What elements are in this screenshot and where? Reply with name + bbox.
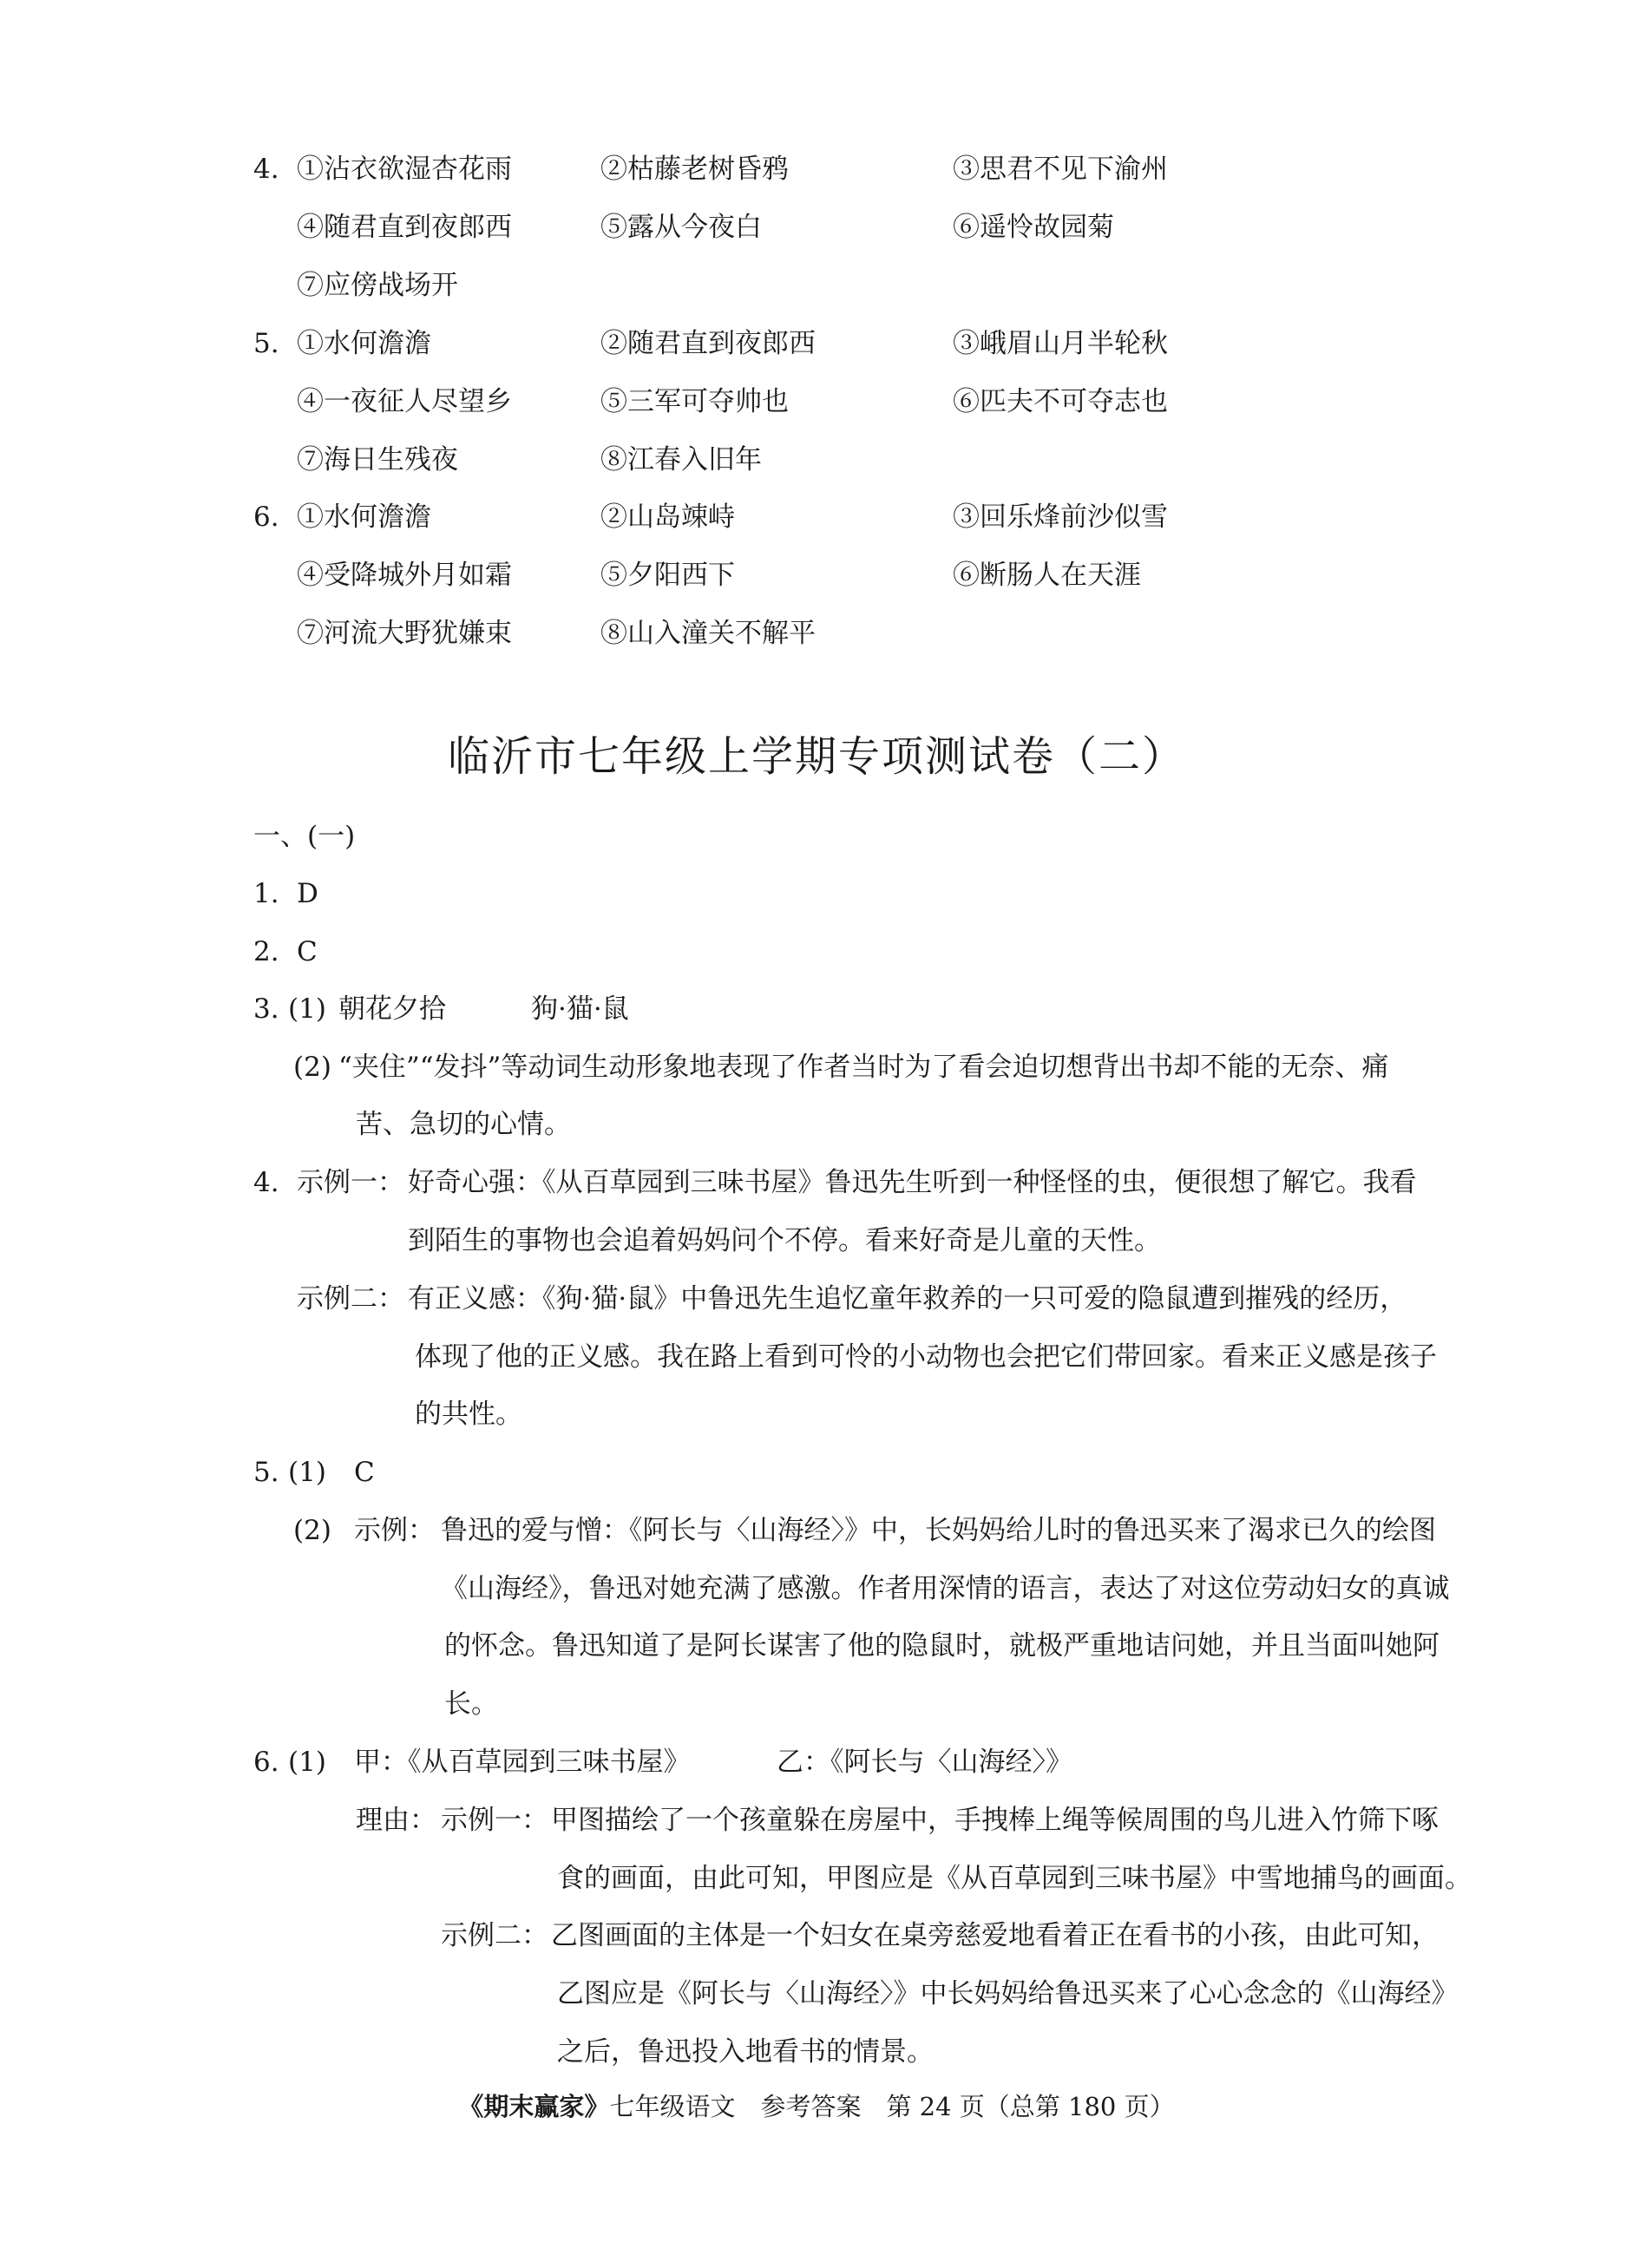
question-number: 5. <box>253 328 279 359</box>
example-label: 示例： <box>354 1515 435 1546</box>
question-number: 6. <box>253 1747 279 1778</box>
question-number: 1. <box>253 878 279 909</box>
answer-item: ①水何澹澹 <box>297 328 431 359</box>
answer-text: 甲图描绘了一个孩童躲在房屋中，手拽棒上绳等候周围的鸟儿进入竹筛下啄 <box>551 1805 1439 1836</box>
question-number: 2. <box>253 936 279 967</box>
answer-text: 乙：《阿长与〈山海经〉》 <box>777 1747 1072 1778</box>
answer-item: ⑤夕阳西下 <box>600 560 735 591</box>
reason-label: 理由： <box>356 1805 436 1836</box>
answer-item: ⑧山入潼关不解平 <box>600 618 816 649</box>
answer-text: 之后，鲁迅投入地看书的情景。 <box>557 2036 934 2068</box>
example-label: 示例一： <box>297 1167 404 1198</box>
answer-value: C <box>354 1457 375 1488</box>
part-heading: 一、(一) <box>253 821 356 852</box>
answer-item: ⑦海日生残夜 <box>297 444 458 475</box>
footer-text: 七年级语文 参考答案 第 24 页（总第 180 页） <box>609 2092 1175 2121</box>
answer-item: ⑧江春入旧年 <box>600 444 762 475</box>
question-number: 5. <box>253 1457 279 1488</box>
answer-item: ⑥断肠人在天涯 <box>953 560 1141 591</box>
question-number: 4. <box>253 1167 279 1198</box>
answer-text: 乙图画面的主体是一个妇女在桌旁慈爱地看着正在看书的小孩，由此可知， <box>551 1920 1439 1951</box>
sub-label: (1) <box>288 1747 326 1778</box>
answer-item: ②山岛竦峙 <box>600 501 735 533</box>
answer-item: ④随君直到夜郎西 <box>297 212 512 243</box>
answer-item: ③回乐烽前沙似雪 <box>953 501 1168 533</box>
answer-item: ④一夜征人尽望乡 <box>297 386 512 417</box>
answer-item: ②枯藤老树昏鸦 <box>600 154 789 185</box>
answer-item: ⑤露从今夜白 <box>600 212 762 243</box>
example-label: 示例一： <box>441 1805 548 1836</box>
answer-item: ③峨眉山月半轮秋 <box>953 328 1168 359</box>
example-label: 示例二： <box>297 1283 404 1314</box>
answer-text: 《山海经》，鲁迅对她充满了感激。作者用深情的语言，表达了对这位劳动妇女的真诚 <box>441 1573 1450 1604</box>
question-number: 6. <box>253 501 279 533</box>
answer-text: 有正义感：《狗·猫·鼠》中鲁迅先生追忆童年救养的一只可爱的隐鼠遭到摧残的经历， <box>408 1283 1407 1314</box>
answer-text: 食的画面，由此可知，甲图应是《从百草园到三味书屋》中雪地捕鸟的画面。 <box>557 1863 1472 1894</box>
answer-text: 好奇心强：《从百草园到三味书屋》鲁迅先生听到一种怪怪的虫，便很想了解它。我看 <box>408 1167 1417 1198</box>
answer-item: ④受降城外月如霜 <box>297 560 512 591</box>
answer-item: ⑦河流大野犹嫌束 <box>297 618 512 649</box>
answer-text: 的共性。 <box>415 1399 522 1430</box>
answer-item: ⑥匹夫不可夺志也 <box>953 386 1168 417</box>
sub-label: (2) <box>293 1052 331 1083</box>
answer-item: ⑤三军可夺帅也 <box>600 386 789 417</box>
answer-item: ②随君直到夜郎西 <box>600 328 816 359</box>
answer-item: ⑥遥怜故园菊 <box>953 212 1114 243</box>
page-footer <box>0 2094 1633 2120</box>
answer-item: ①沾衣欲湿杏花雨 <box>297 154 512 185</box>
answer-text: 苦、急切的心情。 <box>356 1109 571 1140</box>
book-title: 《期末赢家》 <box>458 2092 610 2121</box>
answer-item: ⑦应傍战场开 <box>297 270 458 301</box>
answer-text: 的怀念。鲁迅知道了是阿长谋害了他的隐鼠时，就极严重地诘问她，并且当面叫她阿 <box>444 1630 1440 1662</box>
sub-label: (2) <box>293 1515 331 1546</box>
answer-item: ①水何澹澹 <box>297 501 431 533</box>
answer-text: 朝花夕拾 <box>338 993 446 1025</box>
question-number: 4. <box>253 154 279 185</box>
answer-value: D <box>297 878 318 909</box>
answer-item: ③思君不见下渝州 <box>953 154 1168 185</box>
answer-text: 到陌生的事物也会追着妈妈问个不停。看来好奇是儿童的天性。 <box>408 1225 1161 1256</box>
section-title: 临沂市七年级上学期专项测试卷（二） <box>447 732 1185 781</box>
sub-label: (1) <box>288 993 326 1025</box>
question-number: 3. <box>253 993 279 1025</box>
answer-text: 狗·猫·鼠 <box>531 993 629 1025</box>
answer-text: 甲：《从百草园到三味书屋》 <box>354 1747 691 1778</box>
answer-text: 乙图应是《阿长与〈山海经〉》中长妈妈给鲁迅买来了心心念念的《山海经》 <box>557 1978 1459 2009</box>
example-label: 示例二： <box>441 1920 548 1951</box>
answer-text: 体现了他的正义感。我在路上看到可怜的小动物也会把它们带回家。看来正义感是孩子 <box>415 1341 1437 1373</box>
answer-text: “夹住”“发抖”等动词生动形象地表现了作者当时为了看会迫切想背出书却不能的无奈、痛 <box>338 1052 1389 1083</box>
answer-value: C <box>297 936 318 967</box>
answer-text: 鲁迅的爱与憎：《阿长与〈山海经〉》中，长妈妈给儿时的鲁迅买来了渴求已久的绘图 <box>441 1515 1436 1546</box>
answer-text: 长。 <box>444 1688 498 1720</box>
sub-label: (1) <box>288 1457 326 1488</box>
